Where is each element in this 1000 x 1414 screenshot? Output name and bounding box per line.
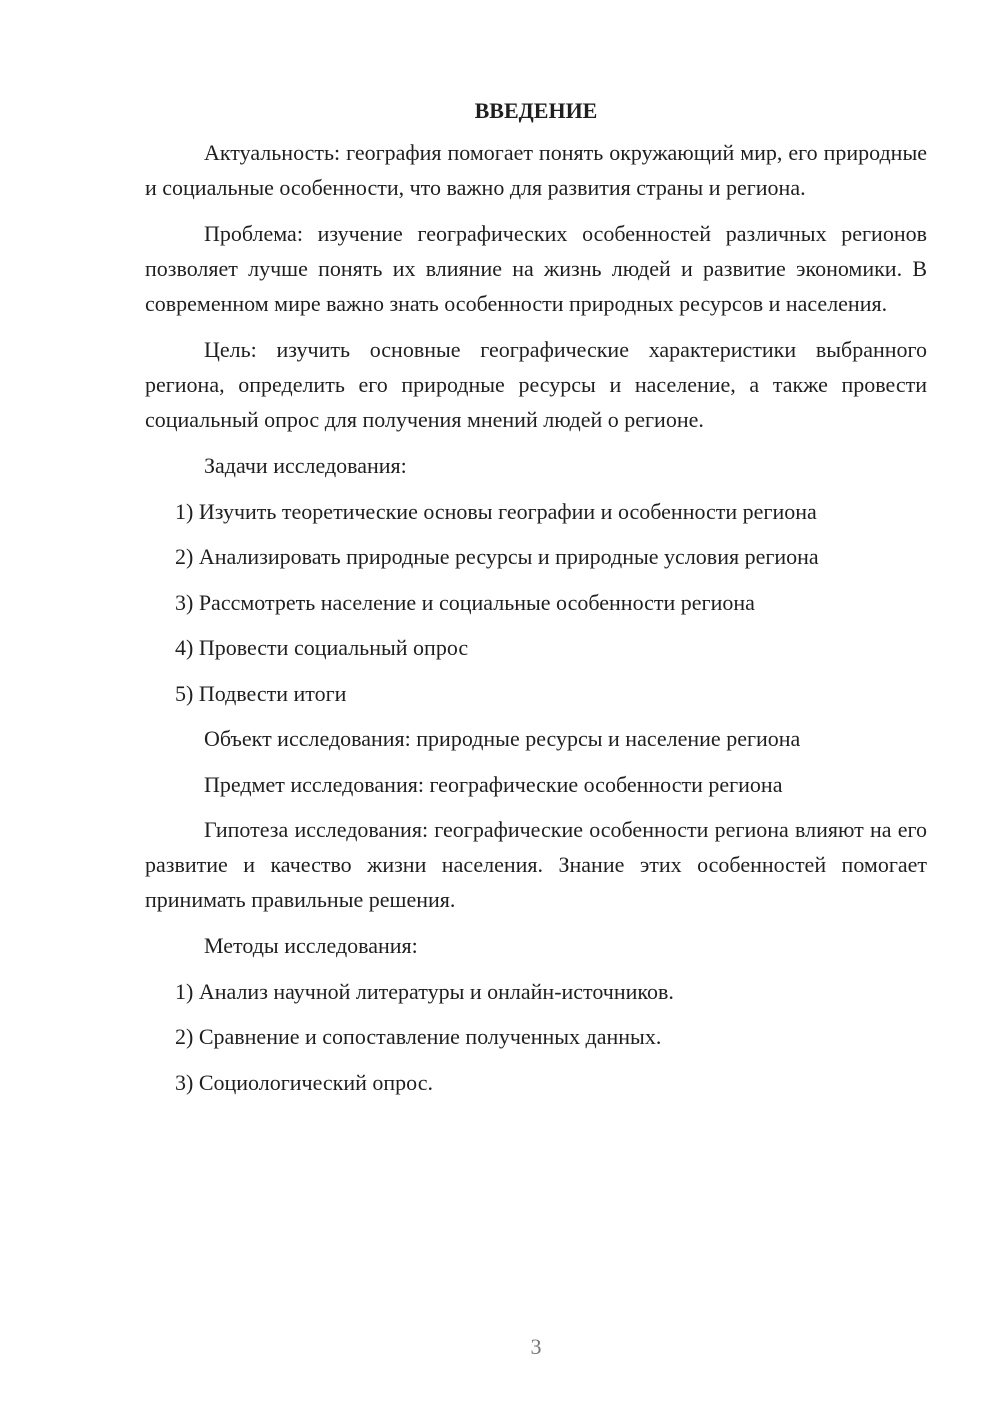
relevance-paragraph: Актуальность: география помогает понять окружающий мир, его природные и социальные особенности, что важно для развития страны и региона. (145, 140, 927, 200)
hypothesis-paragraph: Гипотеза исследования: географические особенности региона влияют на его развитие и качество жизни населения. Знание этих особенностей помогает принимать правильные решения. (145, 817, 927, 912)
task-item-4: 4) Провести социальный опрос (175, 635, 469, 660)
problem-paragraph: Проблема: изучение географических особенностей различных регионов позволяет лучше понять их влияние на жизнь людей и развитие экономики. В современном мире важно знать особенности природных ресурсов и населения. (145, 221, 927, 316)
methods-heading: Методы исследования: (204, 933, 418, 958)
page-content (145, 94, 927, 1110)
goal-paragraph: Цель: изучить основные географические характеристики выбранного региона, определить его природные ресурсы и население, а также провести социальный опрос для получения мнений людей о регионе. (145, 337, 927, 432)
research-subject: Предмет исследования: географические особенности региона (204, 771, 783, 797)
page-number: 3 (530, 1334, 542, 1359)
research-object: Объект исследования: природные ресурсы и население региона (204, 726, 801, 751)
task-item-2: 2) Анализировать природные ресурсы и природные условия региона (175, 544, 819, 569)
section-title: ВВЕДЕНИЕ (474, 98, 598, 123)
method-item-3: 3) Социологический опрос. (175, 1069, 433, 1095)
method-item-2: 2) Сравнение и сопоставление полученных данных. (175, 1024, 662, 1049)
task-item-3: 3) Рассмотреть население и социальные особенности региона (175, 589, 755, 615)
tasks-heading: Задачи исследования: (204, 453, 407, 478)
task-item-1: 1) Изучить теоретические основы географии и особенности региона (175, 498, 817, 524)
task-item-5: 5) Подвести итоги (175, 680, 347, 706)
method-item-1: 1) Анализ научной литературы и онлайн-источников. (175, 978, 674, 1004)
